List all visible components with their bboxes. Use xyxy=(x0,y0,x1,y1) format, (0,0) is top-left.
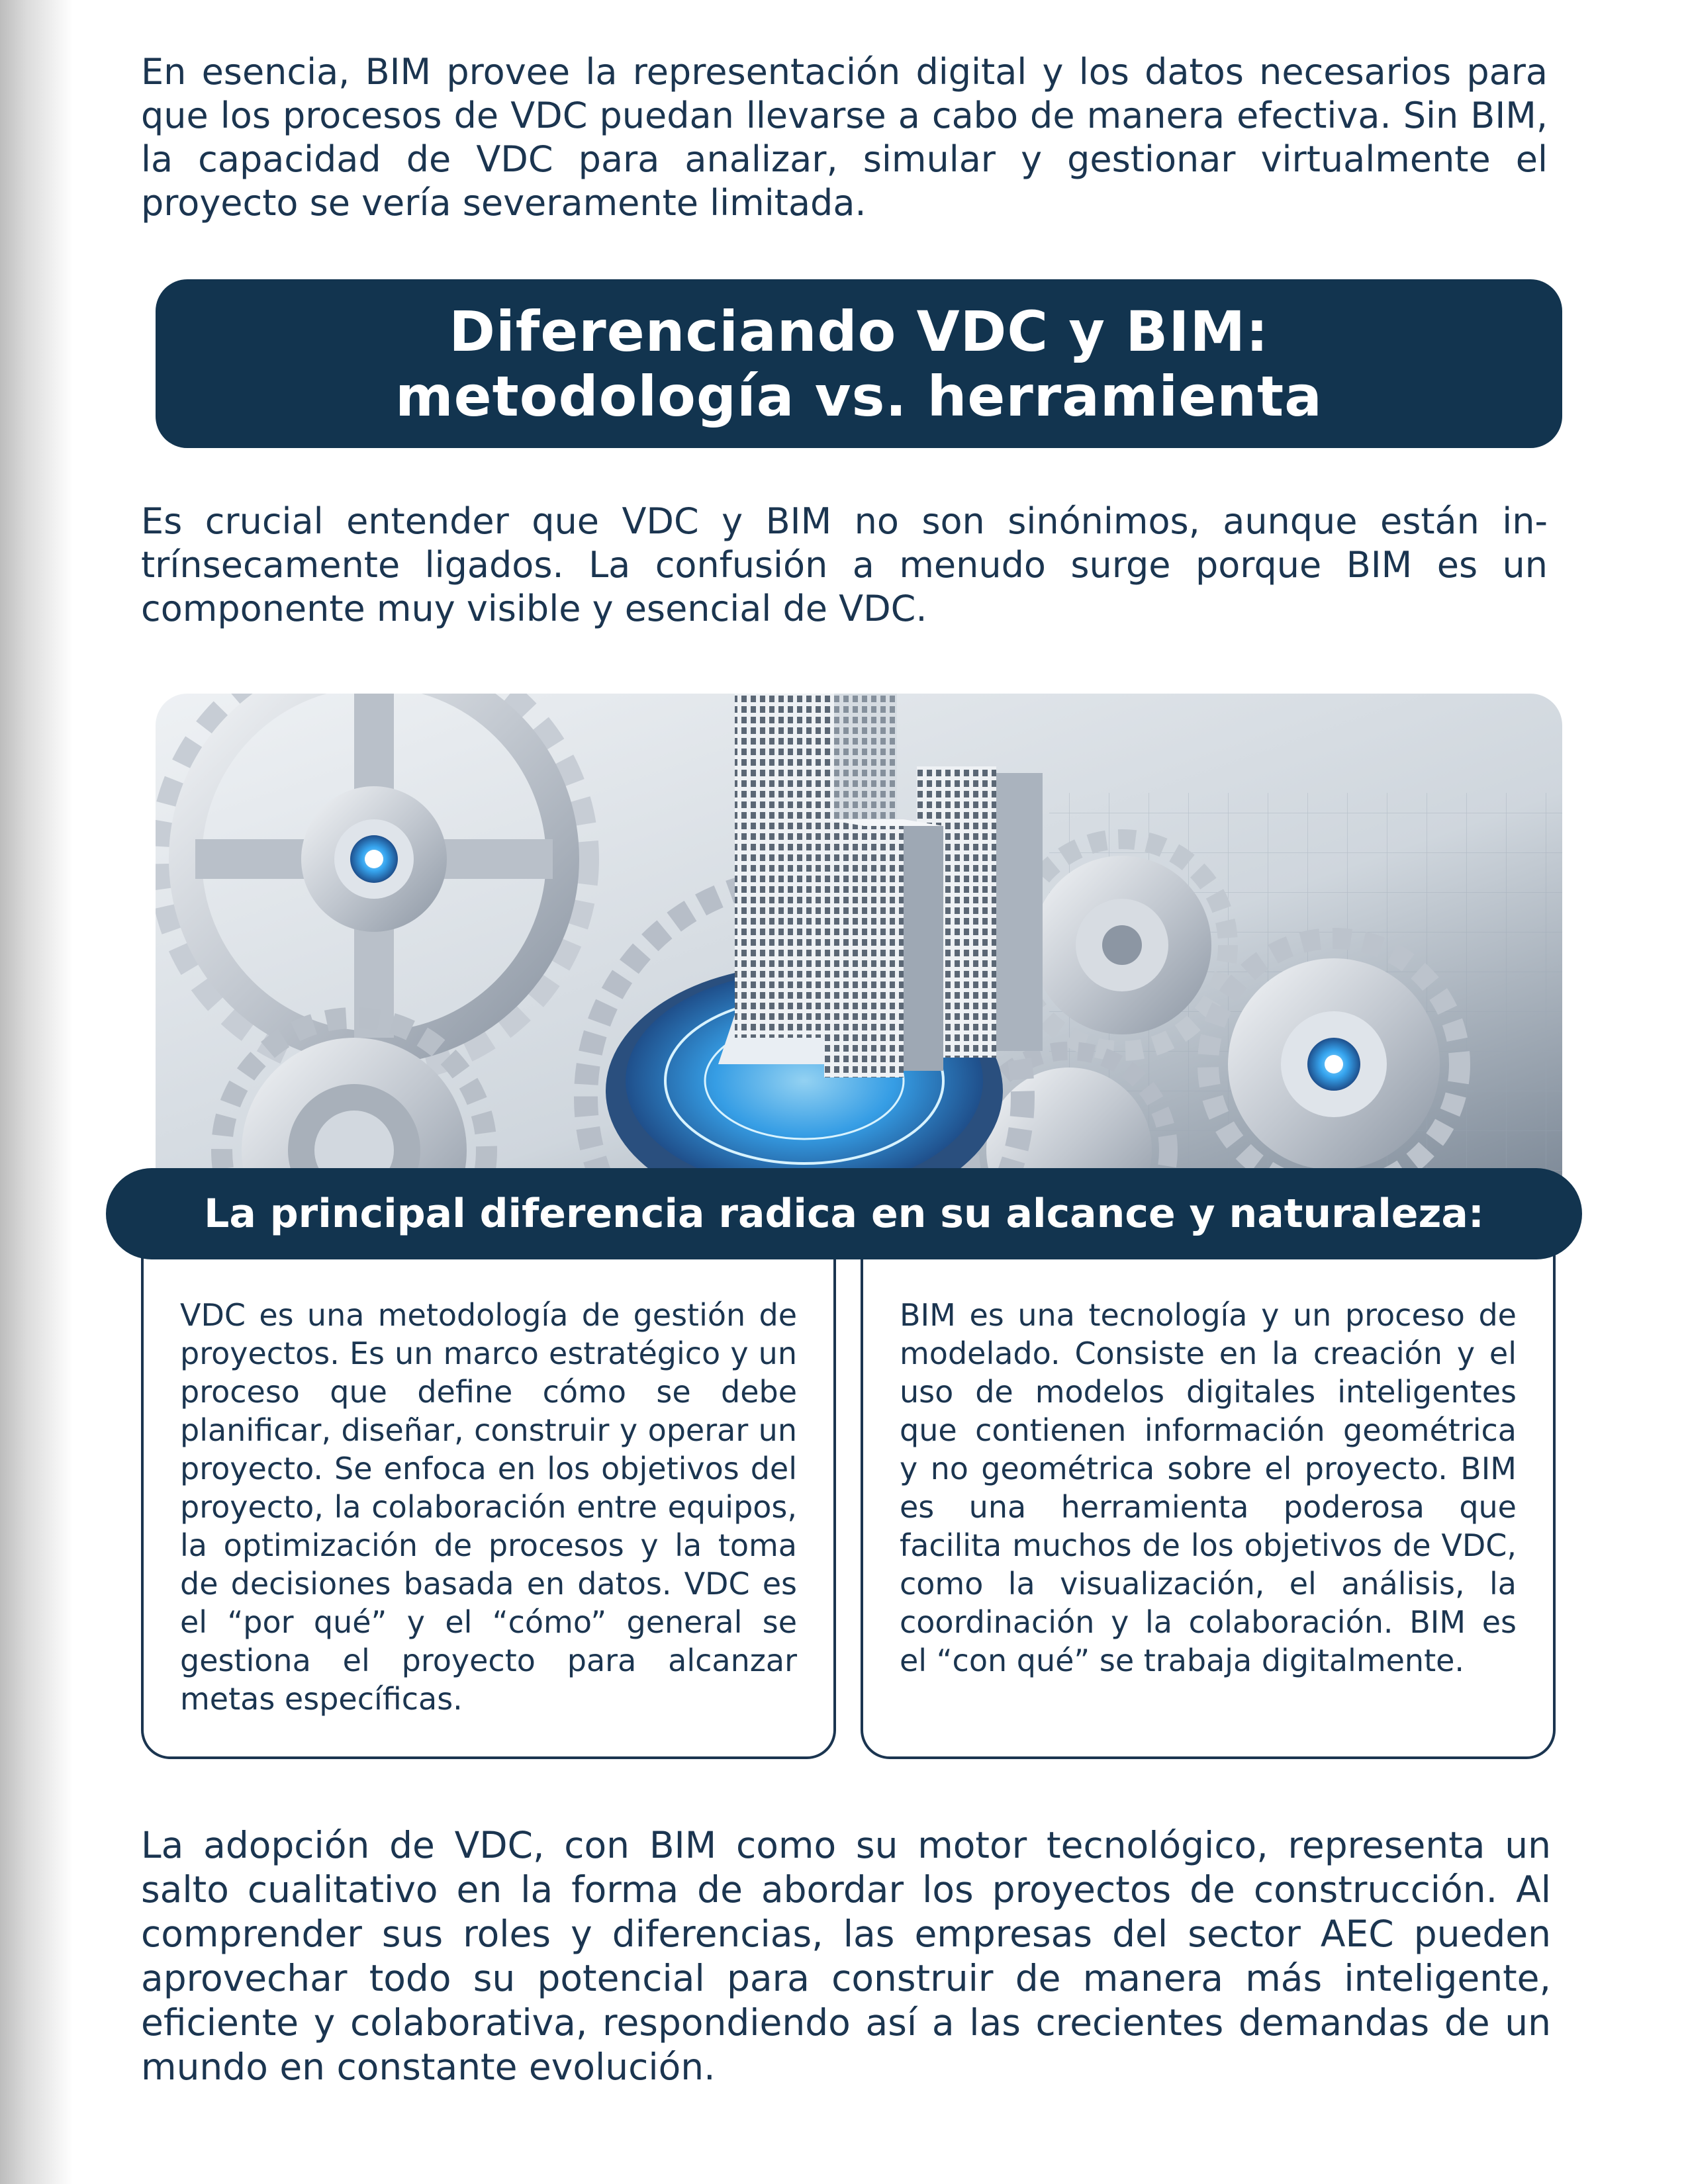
section-paragraph: Es crucial entender que VDC y BIM no son sinónimos, aunque están intrínsecamente ligados. La confusión a menudo surge porque BIM es un componente muy visible y esencial de VDC. xyxy=(141,500,1548,629)
section-heading-banner xyxy=(156,279,1562,448)
closing-paragraph: La adopción de VDC, con BIM como su motor tecnológico, representa un salto cualitativo en la forma de abordar los proyectos de construcción. Al comprender sus roles y diferencias, las empresas del sector AEC pueden aprovechar todo su potencial para construir de manera más inteligente, eficiente y colaborativa, respondiendo así a las crecientes demandas de un mundo en constante evolución. xyxy=(141,1824,1551,2088)
section-heading-line-2: metodología vs. herramienta xyxy=(395,363,1323,429)
bim-definition-card xyxy=(861,1243,1556,1759)
difference-banner: La principal diferencia radica en su alcance y naturaleza: xyxy=(106,1168,1582,1259)
intro-paragraph: En esencia, BIM provee la representación digital y los datos necesarios para que los procesos de VDC puedan llevarse a cabo de manera efectiva. Sin BIM, la capacidad de VDC para analizar, simular y gestionar virtualmente el proyecto se vería severamente limitada. xyxy=(141,51,1548,224)
vdc-definition-text: VDC es una metodología de gestión de proyectos. Es un marco estratégico y un proceso que define cómo se debe planificar, diseñar, construir y operar un proyecto. Se enfoca en los objetivos del proyecto, la colaboración entre equipos, la optimización de procesos y la toma de decisiones basada en datos. VDC es el “por qué” y el “cómo” general se gestiona el proyecto para alcanzar metas específicas. xyxy=(180,1297,797,1717)
section-heading-line-1: Diferenciando VDC y BIM: xyxy=(449,298,1269,364)
page-edge-shadow xyxy=(0,0,73,2184)
vdc-definition-card xyxy=(141,1243,836,1759)
gears-buildings-illustration xyxy=(156,694,1562,1183)
bim-definition-text: BIM es una tecnología y un proceso de modelado. Consiste en la creación y el uso de modelos digitales inteligentes que contienen información geométrica y no geométrica sobre el proyecto. BIM es una herramienta poderosa que facilita muchos de los objetivos de VDC, como la visualización, el análisis, la coordinación y la colaboración. BIM es el “con qué” se trabaja digitalmente. xyxy=(900,1297,1517,1678)
